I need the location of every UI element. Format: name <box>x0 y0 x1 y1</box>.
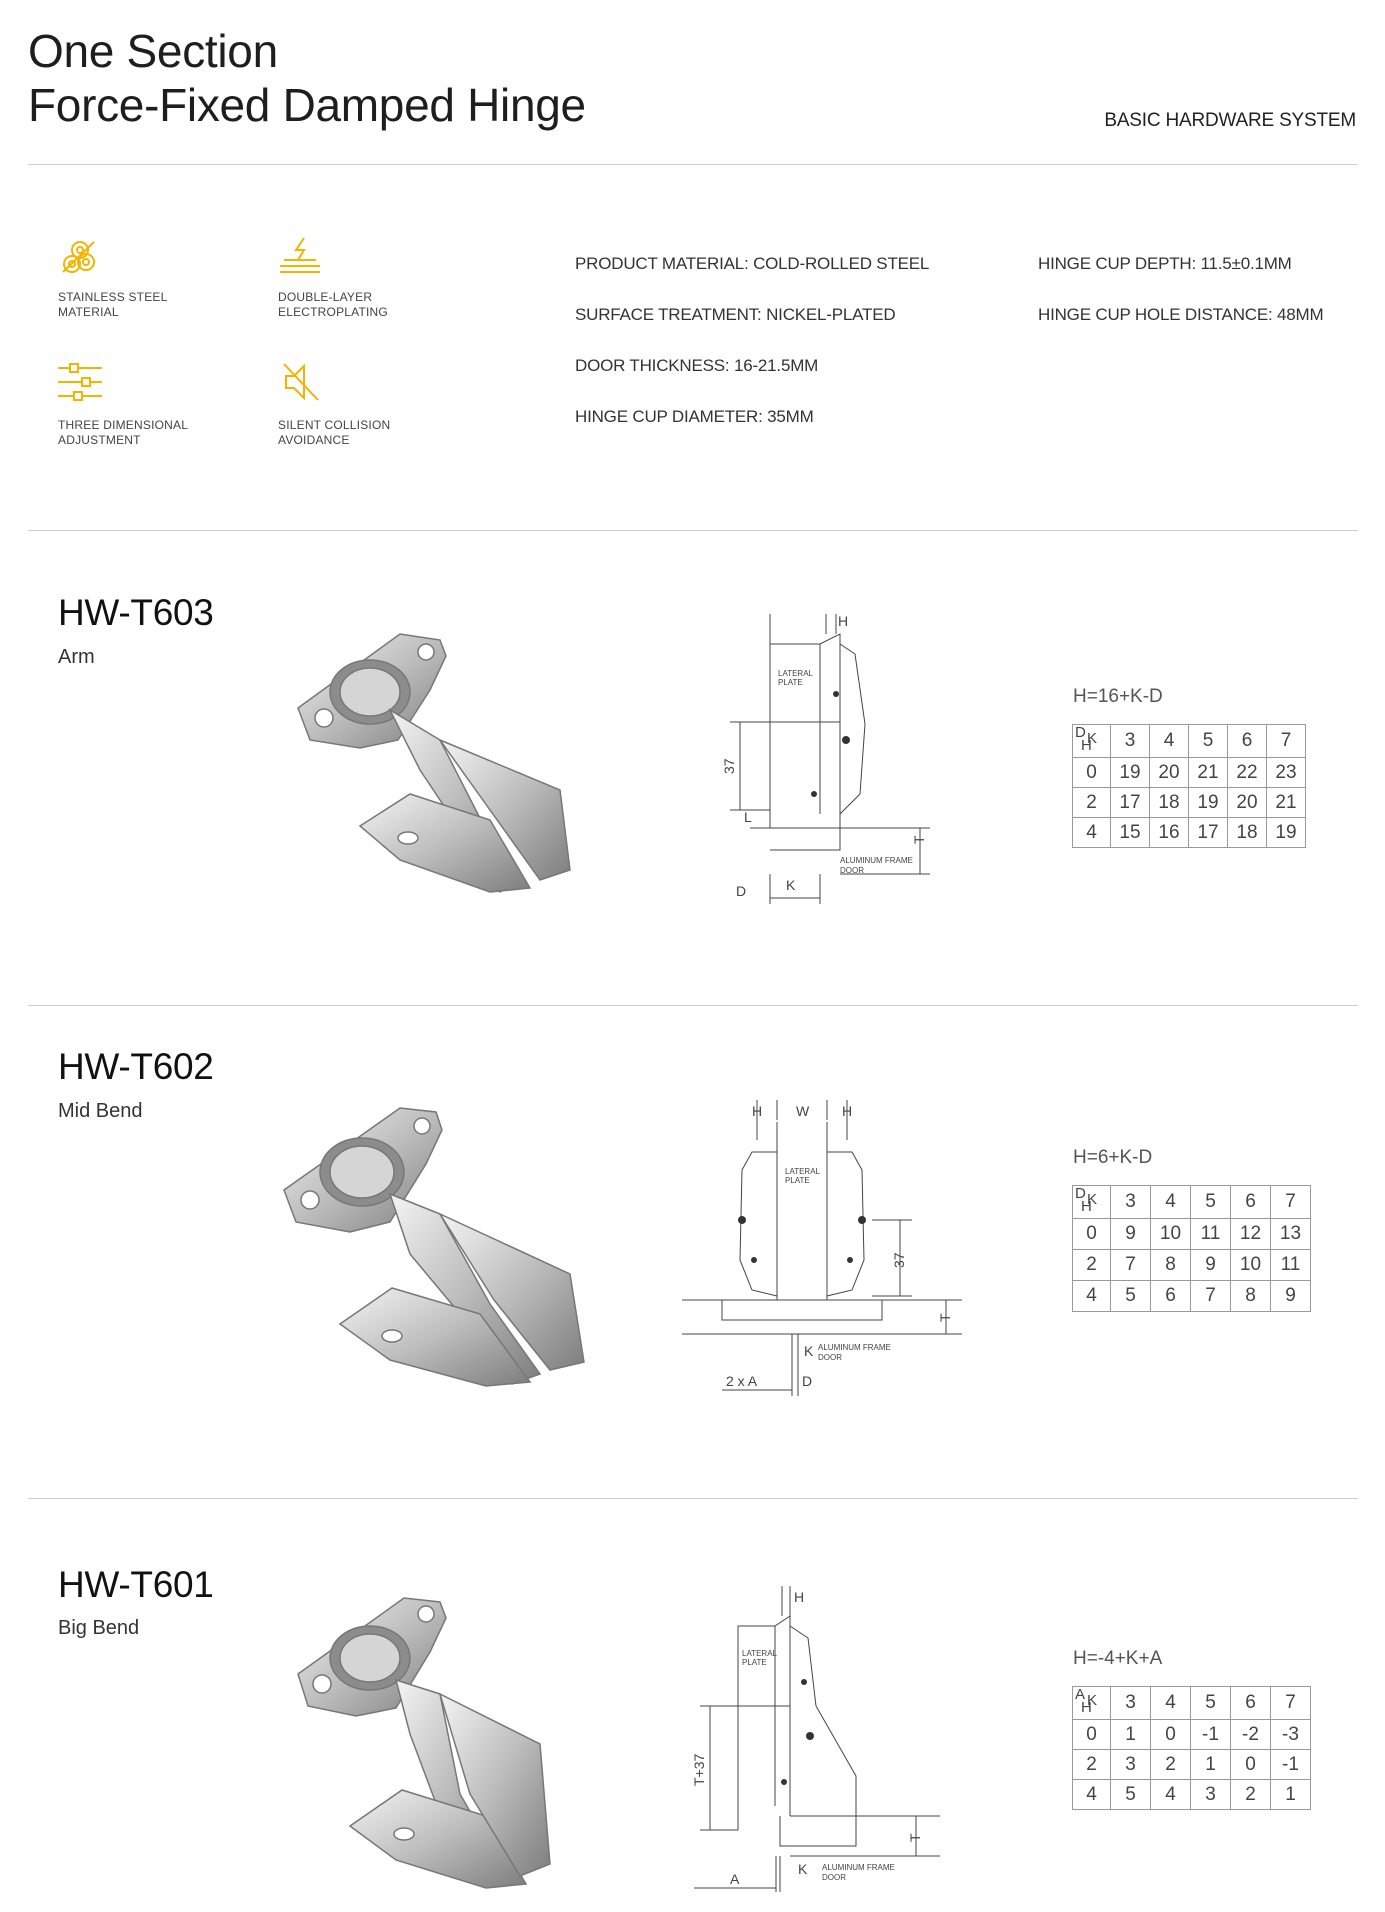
table-cell: 21 <box>1267 788 1306 818</box>
feature-stainless-steel: STAINLESS STEEL MATERIAL <box>58 290 168 319</box>
brand-label: BASIC HARDWARE SYSTEM <box>1104 110 1356 131</box>
diagram-label: PLATE <box>742 1658 767 1667</box>
table-cell: 20 <box>1150 758 1189 788</box>
diagram-label: T <box>911 835 927 844</box>
table-cell: 18 <box>1150 788 1189 818</box>
table-cell: 10 <box>1231 1250 1271 1281</box>
table-cell: 6 <box>1228 725 1267 758</box>
diagram-label: L <box>744 809 752 825</box>
table-cell: -2 <box>1231 1720 1271 1750</box>
header-divider <box>28 164 1358 165</box>
table-cell: 19 <box>1189 788 1228 818</box>
table-cell: 17 <box>1111 788 1150 818</box>
table-cell: 4 <box>1151 1780 1191 1810</box>
diagram-label: H <box>794 1589 805 1605</box>
table-cell: 2 <box>1073 1750 1111 1780</box>
adjustment-table <box>1072 1185 1311 1312</box>
adjustment-icon <box>58 362 102 402</box>
diagram-label: ALUMINUM FRAME <box>822 1863 895 1872</box>
diagram-label: T <box>907 1833 923 1842</box>
table-cell: 0 <box>1073 1219 1111 1250</box>
diagram-label: K <box>804 1343 814 1359</box>
electroplating-icon <box>276 236 324 276</box>
silent-icon <box>280 360 322 404</box>
model-type: Big Bend <box>58 1617 140 1639</box>
diagram-label: LATERAL <box>785 1167 820 1176</box>
table-cell: 4 <box>1150 725 1189 758</box>
table-cell: 0 <box>1073 1720 1111 1750</box>
table-cell: 4 <box>1151 1186 1191 1219</box>
table-cell: 0 <box>1073 758 1111 788</box>
table-cell: -1 <box>1191 1720 1231 1750</box>
diagram-label: A <box>730 1871 740 1887</box>
diagram-label: PLATE <box>778 678 803 687</box>
table-cell: 16 <box>1150 818 1189 848</box>
model-name: HW-T601 <box>58 1564 214 1605</box>
table-cell: 19 <box>1267 818 1306 848</box>
diagram-label: D <box>736 883 747 899</box>
table-cell: 13 <box>1271 1219 1311 1250</box>
hinge-photo-big-bend <box>290 1594 590 1894</box>
adjustment-table <box>1072 724 1306 848</box>
hinge-photo-arm <box>290 630 590 910</box>
table-cell: 1 <box>1271 1780 1311 1810</box>
table-cell: 0 <box>1231 1750 1271 1780</box>
formula: H=16+K-D <box>1073 686 1163 707</box>
table-cell: 7 <box>1271 1186 1311 1219</box>
hinge-photo-mid-bend <box>280 1104 600 1394</box>
diagram-label: DOOR <box>840 866 864 875</box>
diagram-label: H <box>842 1103 853 1119</box>
table-cell: 17 <box>1189 818 1228 848</box>
section-divider <box>28 1498 1358 1499</box>
model-type: Mid Bend <box>58 1100 143 1122</box>
page-title-line2: Force-Fixed Damped Hinge <box>28 79 586 131</box>
table-cell: 4 <box>1151 1687 1191 1720</box>
diagram-label: LATERAL <box>742 1649 777 1658</box>
table-cell: 7 <box>1271 1687 1311 1720</box>
table-cell: 12 <box>1231 1219 1271 1250</box>
table-cell: 19 <box>1111 758 1150 788</box>
table-corner: A K H <box>1073 1687 1111 1720</box>
diagram-label: T+37 <box>691 1753 707 1786</box>
spec-surface: SURFACE TREATMENT: NICKEL-PLATED <box>575 305 896 324</box>
table-cell: 11 <box>1271 1250 1311 1281</box>
diagram-label: 2 x A <box>726 1373 758 1389</box>
table-cell: 9 <box>1191 1250 1231 1281</box>
section-divider <box>28 1005 1358 1006</box>
table-cell: 7 <box>1267 725 1306 758</box>
model-name: HW-T603 <box>58 592 214 633</box>
table-cell: 8 <box>1231 1281 1271 1312</box>
formula: H=-4+K+A <box>1073 1648 1163 1669</box>
diagram-label: K <box>798 1861 808 1877</box>
table-cell: 8 <box>1151 1250 1191 1281</box>
table-cell: 3 <box>1111 1687 1151 1720</box>
table-cell: 21 <box>1189 758 1228 788</box>
table-cell: 23 <box>1267 758 1306 788</box>
table-cell: 5 <box>1111 1780 1151 1810</box>
diagram-label: ALUMINUM FRAME <box>818 1343 891 1352</box>
table-cell: 7 <box>1111 1250 1151 1281</box>
table-corner: D K H <box>1073 725 1111 758</box>
spec-hole-distance: HINGE CUP HOLE DISTANCE: 48MM <box>1038 305 1324 324</box>
table-cell: 1 <box>1191 1750 1231 1780</box>
diagram-label: T <box>937 1313 953 1322</box>
table-corner: D K H <box>1073 1186 1111 1219</box>
feature-adjustment: THREE DIMENSIONAL ADJUSTMENT <box>58 418 189 447</box>
table-cell: 7 <box>1191 1281 1231 1312</box>
table-cell: 3 <box>1191 1780 1231 1810</box>
table-cell: 6 <box>1231 1687 1271 1720</box>
table-cell: 4 <box>1073 818 1111 848</box>
table-cell: 5 <box>1111 1281 1151 1312</box>
table-cell: 6 <box>1231 1186 1271 1219</box>
table-cell: 18 <box>1228 818 1267 848</box>
table-cell: 2 <box>1151 1750 1191 1780</box>
adjustment-table <box>1072 1686 1311 1810</box>
table-cell: 1 <box>1111 1720 1151 1750</box>
feature-electroplating: DOUBLE-LAYER ELECTROPLATING <box>278 290 388 319</box>
formula: H=6+K-D <box>1073 1147 1153 1168</box>
section-divider <box>28 530 1358 531</box>
technical-drawing-big-bend <box>680 1586 950 1896</box>
table-cell: 9 <box>1271 1281 1311 1312</box>
diagram-label: DOOR <box>822 1873 846 1882</box>
table-cell: 5 <box>1191 1186 1231 1219</box>
diagram-label: K <box>786 877 796 893</box>
diagram-label: 37 <box>721 758 737 774</box>
technical-drawing-arm <box>690 614 950 910</box>
diagram-label: D <box>802 1373 813 1389</box>
model-type: Arm <box>58 646 95 668</box>
table-cell: 10 <box>1151 1219 1191 1250</box>
table-cell: 0 <box>1151 1720 1191 1750</box>
table-cell: -3 <box>1271 1720 1311 1750</box>
table-cell: 3 <box>1111 1186 1151 1219</box>
table-cell: 9 <box>1111 1219 1151 1250</box>
table-cell: 20 <box>1228 788 1267 818</box>
technical-drawing-mid-bend <box>682 1100 972 1400</box>
diagram-label: ALUMINUM FRAME <box>840 856 913 865</box>
model-name: HW-T602 <box>58 1046 214 1087</box>
stainless-steel-icon <box>58 236 102 276</box>
diagram-label: LATERAL <box>778 669 813 678</box>
table-cell: 4 <box>1073 1780 1111 1810</box>
spec-cup-depth: HINGE CUP DEPTH: 11.5±0.1MM <box>1038 254 1292 273</box>
diagram-label: PLATE <box>785 1176 810 1185</box>
page-title-line1: One Section <box>28 25 278 77</box>
table-cell: 2 <box>1073 1250 1111 1281</box>
table-cell: 6 <box>1151 1281 1191 1312</box>
diagram-label: H <box>838 614 849 629</box>
table-cell: 4 <box>1073 1281 1111 1312</box>
table-cell: 3 <box>1111 725 1150 758</box>
diagram-label: H <box>752 1103 763 1119</box>
table-cell: 3 <box>1111 1750 1151 1780</box>
diagram-label: W <box>796 1103 810 1119</box>
table-cell: -1 <box>1271 1750 1311 1780</box>
table-cell: 5 <box>1191 1687 1231 1720</box>
diagram-label: 37 <box>891 1252 907 1268</box>
table-cell: 5 <box>1189 725 1228 758</box>
spec-cup-diameter: HINGE CUP DIAMETER: 35MM <box>575 407 814 426</box>
diagram-label: DOOR <box>818 1353 842 1362</box>
table-cell: 15 <box>1111 818 1150 848</box>
feature-silent: SILENT COLLISION AVOIDANCE <box>278 418 391 447</box>
spec-material: PRODUCT MATERIAL: COLD-ROLLED STEEL <box>575 254 930 273</box>
spec-door-thickness: DOOR THICKNESS: 16-21.5MM <box>575 356 819 375</box>
table-cell: 2 <box>1073 788 1111 818</box>
table-cell: 2 <box>1231 1780 1271 1810</box>
table-cell: 11 <box>1191 1219 1231 1250</box>
table-cell: 22 <box>1228 758 1267 788</box>
